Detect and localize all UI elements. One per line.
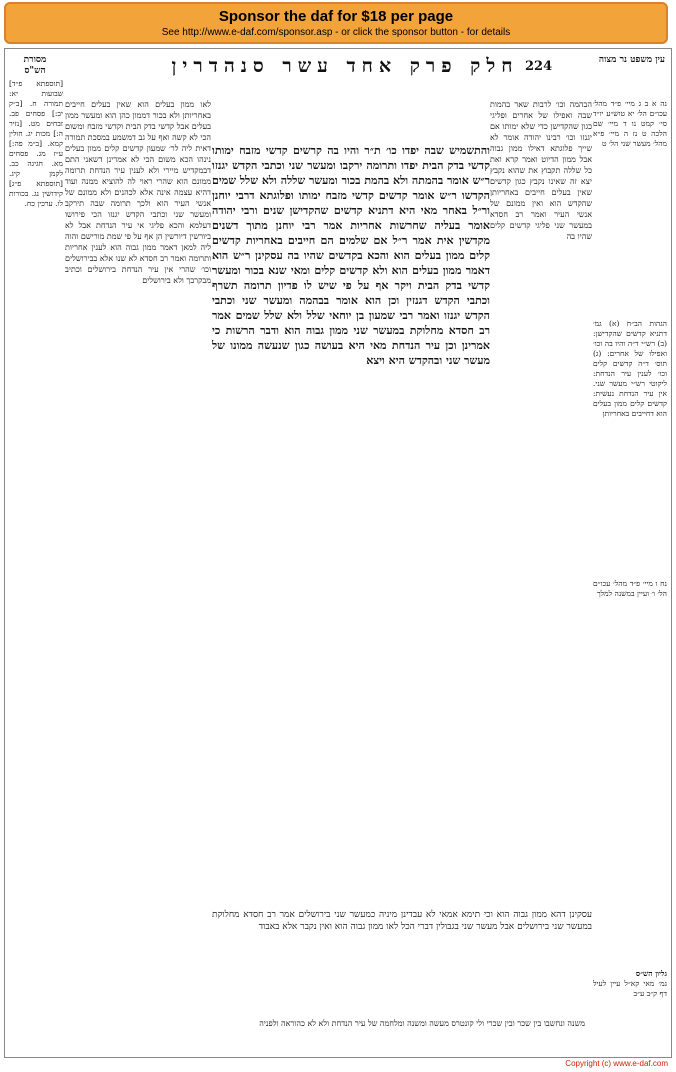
footer-commentary: משנה ונחשבו בין שכר ובין שכרי ולי קונטרס מעשה ומשנה ומלחמה של עיר הנדחת ולא לא כהוראה ולפניה	[259, 1019, 585, 1028]
tosafot-commentary: לאו ממון בעלים הוא שאין בעלים חייבים באחריותן ולא בכור דממון כהן הוא ומעשר ממון בעלים אבל קדשי בדק הבית וקדשי מזבח ומשום הכי לא קשה ואף על גב דמשמע במסכת תמורה דאית ליה לר׳ שמעון קדשים קלים ממון בעלים נינהו הכא משום הכי לא אמרינן דשאני התם דבמקדיש מיירי ולא לענין עיר הנדחת תרומה ממונם הוא שהרי ראוי לה להוציא ממנה ועוד דהיא עצמה אינה אלא לכהנים ולא ממונם של אנשי העיר הוא ולכך תרומה שבה תירקב ומעשר שני וכתבי הקדש יגנזו הכי פירושו דעלמא והכא פליגי אי עיר הנדחת אבל לא ביורשין דיורשין הן אף על פי שמת מורישם והוה ליה למאן דאמר ממון גבוה הוא לענין אחריות ותרומה ואמר רב חסדא לא שנו אלא בבירושלים וכו׳ שהרי אין עיר הנדחת בירושלים וכתיב מבקרבך ולא בירושלים	[65, 100, 211, 285]
sponsor-banner-subtitle[interactable]: See http://www.e-daf.com/sponsor.asp - or click the sponsor button - for details	[161, 27, 511, 38]
copyright-link[interactable]: Copyright (c) www.e-daf.com	[565, 1059, 668, 1068]
mesoret-label: מסורת הש"ס	[23, 55, 47, 76]
sponsor-banner[interactable]	[4, 2, 668, 44]
mesoret-hashas-notes: [תוספתא פ״ד] שבועות יא: תמורה ח. [ב״ק יב:] פסחים פב. זבחים מט. [נזיר ה:] מכות יג. חולין קמא. [ב״מ פה:] ע״ז מג. פסחים מא. חגיגה כב. לקמן קיג. [תוספתא פ״ג] קידושין נג. בכורות לו. ערכין כח.	[9, 79, 63, 208]
hagahot-notes: הגהות הב״ח (א) גמ׳ דתניא קדשים שהקדישן: (ב) רש״י ד״ה והיו בה וכו׳ ואפילו של אחרים: (ג) תוס׳ ד״ה קדשים קלים וכו׳ לענין עיר הנדחת: ליקוטי רש״י מעשר שני. אין עיר הנדחת נעשית: קדשים קלים ממון בעלים הוא דחייבים באחריותן	[593, 319, 667, 418]
ein-mishpat-label: עין משפט נר מצוה	[598, 55, 665, 65]
talmud-page	[4, 48, 672, 1058]
sponsor-banner-title[interactable]: Sponsor the daf for $18 per page	[218, 8, 454, 25]
rashi-commentary: הבהמה וכו׳ לרבות שאר בהמות שבה ואפילו של אחרים ופליגי כגון שהקדישן כדי שלא ימותו אם יגנזו וכו׳ רבינו יהודה אומר לא שייך פלוגתא דאילו ממון גבוה אבל ממון הדיוט ואמר קרא ואת כל שללה תקבוץ את שהוא נקבץ יצא זה שאינו נקבץ כגון קדשים שאין בעלים חייבים באחריותן שהקדש הוא ואין ממונם של אנשי העיר ואמר רב חסדא במעשר שני פליגי קדשים קלים שהיו בה	[490, 100, 592, 241]
gilyon-label: גליון הש״ס	[635, 969, 667, 978]
ein-mishpat-notes-2: נח ו מיי׳ פ״ד מהל׳ עכו״ם הל׳ ו׳ ועיין במשנה למלך	[593, 579, 667, 598]
ein-mishpat-notes: נה א ב ג מיי׳ פ״ד מהל׳ עכו״ם הל׳ יא טוש״ע יו״ד סי׳ קמט נו ד מיי׳ שם הלכה ט נז ה מיי׳ פ״א מהל׳ מעשר שני הל׳ ט	[593, 99, 667, 148]
page-title: חלק פרק אחד עשר סנהדרין	[171, 55, 519, 77]
gilyon-hashas	[593, 969, 667, 1049]
gilyon-text: גמ׳ מאי קא״ל עיין לעיל דף ק״ב ע״ב	[593, 979, 667, 998]
bottom-commentary: עסקינן דהא ממון גבוה הוא וכי תימא אמאי לא עבדינן מיניה כמעשר שני בירושלים אמר רב חסדא מחלוקת במעשר שני בירושלים אבל מעשר שני בגבולין דברי הכל לאו ממון גבוה הוא ואין נקבר אלא באבוד	[212, 910, 592, 932]
page-number: 224	[525, 59, 553, 74]
gemara-text: והתשמיש שבה יפדו כו׳ ת״ר והיו בה קרשים קדשי מזבח ימותו קדשי בדק הבית יפדו ותרומה ירקבו ומעשר שני וכתבי הקדש יגנזו ר״ש אומר בהמתה ולא בהמת בכור ומעשר שללה ולא שלל שמים הקדשו ר״ש אומר קדשים קדשי מזבח ימותו ופלוגתא דרבי יוחנן ור״ל באחר מאי היא דתניא קדשים שהקדישן שנים ורבי יהודה אומר בעליה שחרשות אחריות אמר רבי יוחנן מתוך דשנים מקדשין אית אמר ר״ל אם שלמים הם חייבים באחריות קדשים קלים ממון בעלים הוא והכא בקדשים שהיו בה עסקינן ר״ש הוא דאמר ממון בעלים הוא ולא קדשים קלים ומאי שנא בכור ומעשר קדשי בדק הבית ויקר אף על פי שיש לו פדיון תרומה תשרף וכתבי הקדש דגנזין וכן הוא אומר בבהמה ומעשר שני וכתבי הקדש יגנזו ואמר רבי שמעון בן יוחאי שלל ולא שלל שמים אמר רב חסדא מחלוקת במעשר שני ממון גבוה הוא ודבר הרשות כי אמרינן וכן עיר הנדחת מאי היא בעושה כגון שנעשה ממונו של מעשר שני ובהקדש היא ויצא	[212, 144, 490, 367]
